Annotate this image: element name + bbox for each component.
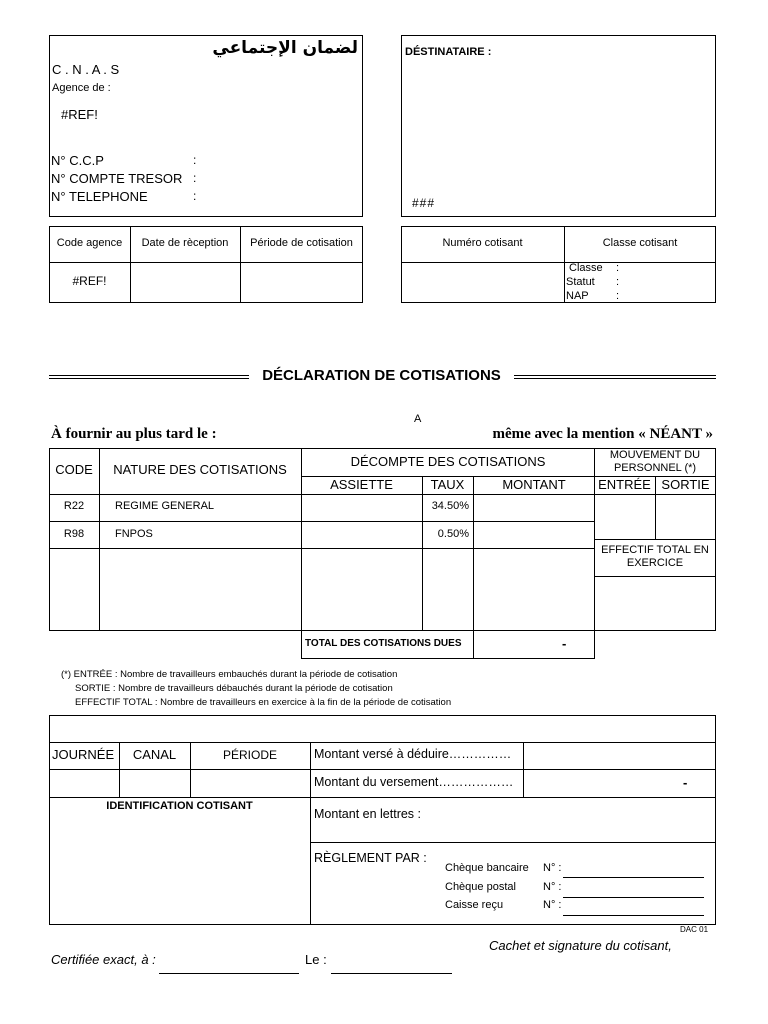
date-reception-header: Date de rèception (141, 237, 229, 249)
journee-header: JOURNÉE (52, 747, 115, 762)
agence-value: #REF! (61, 107, 98, 122)
classe-label: Classe (569, 262, 603, 274)
page-title: DÉCLARATION DE COTISATIONS (262, 367, 501, 384)
ccp-label: N° C.C.P (51, 153, 104, 168)
le-label: Le : (305, 952, 327, 967)
method-line[interactable] (563, 915, 704, 916)
method-label: Chèque postal (445, 881, 516, 893)
form-code: DAC 01 (680, 925, 709, 934)
total-value: - (562, 636, 567, 651)
assiette-header: ASSIETTE (330, 477, 393, 492)
periode-header: Période de cotisation (250, 237, 353, 249)
method-line[interactable] (563, 897, 704, 898)
telephone-label: N° TELEPHONE (51, 189, 148, 204)
tresor-colon: : (193, 171, 197, 185)
montant-versement-value: - (683, 775, 688, 790)
agence-label: Agence de : (52, 82, 111, 94)
montant-versement-label: Montant du versement……………… (314, 775, 514, 789)
nap-label: NAP (566, 290, 589, 302)
title-rule-left (49, 375, 249, 379)
taux-header: TAUX (430, 477, 465, 492)
nature-header: NATURE DES COTISATIONS (113, 462, 287, 477)
cachet-label: Cachet et signature du cotisant, (489, 938, 672, 953)
numero-cotisant-header: Numéro cotisant (442, 237, 523, 249)
classe-colon: : (616, 262, 620, 274)
row-taux: 34.50% (431, 500, 469, 512)
certifiee-line[interactable] (159, 973, 299, 974)
montant-deduire-label: Montant versé à déduire…………… (314, 747, 512, 761)
effectif-label-text: EFFECTIF TOTAL EN EXERCICE (601, 544, 709, 569)
classe-cotisant-header: Classe cotisant (602, 237, 678, 249)
ccp-colon: : (193, 153, 197, 167)
row-code: R22 (63, 500, 85, 512)
telephone-colon: : (193, 189, 197, 203)
statut-label: Statut (566, 276, 595, 288)
row-taux: 0.50% (437, 528, 469, 540)
deadline-marker: A (414, 413, 422, 425)
montant-header: MONTANT (502, 477, 566, 492)
method-num: N° : (543, 862, 562, 874)
recipient-box (401, 35, 716, 217)
identification-header: IDENTIFICATION COTISANT (106, 800, 253, 812)
issuer-acronym: C . N . A . S (52, 62, 120, 77)
title-rule-right (514, 375, 716, 379)
code-agence-value: #REF! (72, 274, 107, 288)
recipient-label: DÉSTINATAIRE : (405, 46, 492, 58)
row-code: R98 (63, 528, 85, 540)
method-label: Caisse reçu (445, 899, 504, 911)
code-agence-header: Code agence (56, 237, 123, 249)
mouvement-header (594, 449, 716, 475)
effectif-label (594, 544, 716, 570)
decompte-header: DÉCOMPTE DES COTISATIONS (350, 454, 546, 469)
certifiee-label: Certifiée exact, à : (51, 952, 156, 967)
canal-header: CANAL (132, 747, 177, 762)
recipient-value: ### (412, 196, 436, 210)
statut-colon: : (616, 276, 620, 288)
method-label: Chèque bancaire (445, 862, 529, 874)
row-nature: FNPOS (115, 528, 153, 540)
montant-lettres-label: Montant en lettres : (314, 807, 422, 821)
nap-colon: : (616, 290, 620, 302)
row-nature: REGIME GENERAL (115, 500, 215, 512)
note-sortie: SORTIE : Nombre de travailleurs débauchés durant la période de cotisation (75, 683, 393, 694)
method-num: N° : (543, 899, 562, 911)
note-entree: (*) ENTRÉE : Nombre de travailleurs embauchés durant la période de cotisation (61, 669, 398, 680)
sortie-header: SORTIE (661, 477, 710, 492)
mouvement-header-text: MOUVEMENT DU PERSONNEL (*) (609, 449, 701, 474)
total-label: TOTAL DES COTISATIONS DUES (305, 638, 462, 649)
code-header: CODE (55, 462, 93, 477)
entree-header: ENTRÉE (598, 477, 651, 492)
method-line[interactable] (563, 877, 704, 878)
note-effectif: EFFECTIF TOTAL : Nombre de travailleurs en exercice à la fin de la période de cotisation (75, 697, 452, 708)
le-line[interactable] (331, 973, 452, 974)
issuer-arabic-name: لضمان الإجتماعي (212, 38, 358, 58)
periode-payment-header: PÉRIODE (222, 748, 277, 762)
method-num: N° : (543, 881, 562, 893)
tresor-label: N° COMPTE TRESOR (51, 171, 183, 186)
reglement-label: RÈGLEMENT PAR : (314, 851, 427, 865)
deadline-label: À fournir au plus tard le : (51, 426, 217, 442)
neant-mention: même avec la mention « NÉANT » (492, 426, 713, 442)
